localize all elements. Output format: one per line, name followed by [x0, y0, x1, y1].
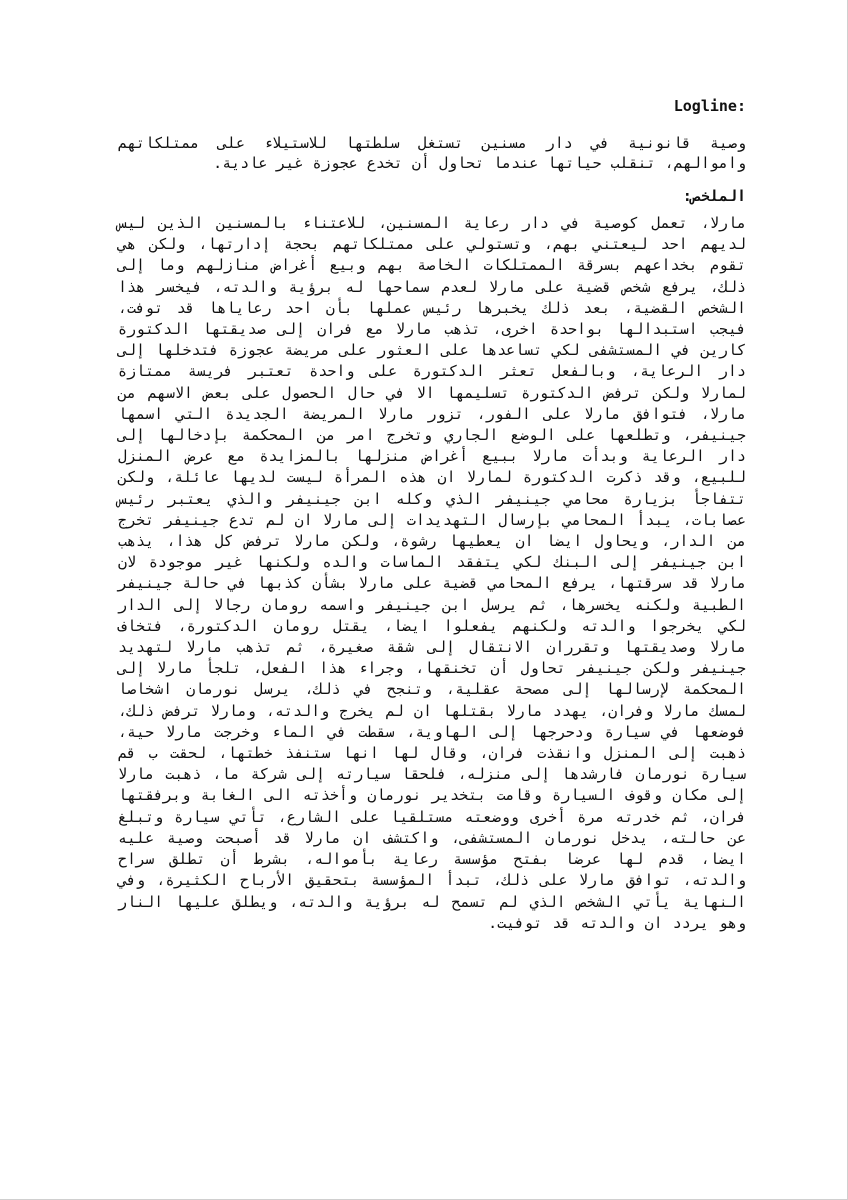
logline-text: وصية قانونية في دار مسنين تستغل سلطتها للاستيلاء على ممتلكاتهم واموالهم، تنقلب حياتها عندما تحاول أن تخدع عجوزة غير عادية.	[118, 134, 746, 172]
logline-heading: Logline:	[673, 97, 746, 115]
document-body	[118, 96, 746, 934]
summary-heading: الملخص:	[682, 187, 746, 205]
summary-text: مارلا، تعمل كوصية في دار رعاية المسنين، للاعتناء بالمسنين الذين ليس لديهم احد ليعتني بهم، وتستولي على ممتلكاتهم بحجة إدارتها، ولكن هي تقوم بخداعهم بسرقة الممتلكات الخاصة بهم وبيع أغراض منازلهم وما إلى ذلك، يرفع شخص قضية على مارلا لعدم سماحها له برؤية والدته، فيخسر هذا الشخص القضية، بعد ذلك يخبرها رئيس عملها بأن احد رعاياها قد توفت، فيجب استبدالها بواحدة اخرى، تذهب مارلا مع فران إلى صديقتها الدكتورة كارين في المستشفى لكي تساعدها على العثور على مريضة عجوزة فتدخلها إلى دار الرعاية، وبالفعل تعثر الدكتورة على واحدة تعتبر فريسة ممتازة لمارلا ولكن ترفض الدكتورة تسليمها الا في حال الحصول على بعض الاسهم من مارلا، فتوافق مارلا على الفور، تزور مارلا المريضة الجديدة التي اسمها جينيفر، وتطلعها على الوضع الجاري وتخرج امر من المحكمة بإدخالها إلى دار الرعاية وبدأت مارلا ببيع أغراض منزلها بالمزايدة مع عرض المنزل للبيع، وقد ذكرت الدكتورة لمارلا ان هذه المرأة ليست لديها عائلة، ولكن تتفاجأ بزيارة محامي جينيفر الذي وكله ابن جينيفر والذي يعتبر رئيس عصابات، يبدأ المحامي بإرسال التهديدات إلى مارلا ان لم تدع جينيفر تخرج من الدار، ويحاول ايضا ان يعطيها رشوة، ولكن مارلا ترفض كل هذا، يذهب ابن جينيفر إلى البنك لكي يتفقد الماسات والده ولكنها غير موجودة لان مارلا قد سرقتها، يرفع المحامي قضية على مارلا بشأن كذبها في حالة جينيفر الطبية ولكنه يخسرها، ثم يرسل ابن جينيفر واسمه رومان رجالا إلى الدار لكي يخرجوا والدته ولكنهم يفعلوا ايضا، يقتل رومان الدكتورة، فتخاف مارلا وصديقتها وتقرران الانتقال إلى شقة صغيرة، ثم تذهب مارلا لتهديد جينيفر ولكن جينيفر تحاول أن تخنقها، وجراء هذا الفعل، تلجأ مارلا إلى المحكمة لإرسالها إلى مصحة عقلية، وتنجح في ذلك، يرسل نورمان اشخاصا لمسك مارلا وفران، يهدد مارلا بقتلها ان لم يخرج والدته، ومارلا ترفض ذلك، فوضعها في سيارة ودحرجها إلى الهاوية، سقطت في الماء وخرجت مارلا حية، ذهبت إلى المنزل وانقذت فران، وقال لها انها ستنفذ خطتها، لحقت ب قم سيارة نورمان فارشدها إلى منزله، فلحقا سيارته إلى شركة ما، ذهبت مارلا إلى مكان وقوف السيارة وقامت بتخدير نورمان وأخذته الى الغابة وبرفقتها فران، ثم خدرته مرة أخرى ووضعته مستلقيا على الشارع، تأتي سيارة وتبلغ عن حالته، يدخل نورمان المستشفى، واكتشف ان مارلا قد أصبحت وصية عليه ايضا، قدم لها عرضا بفتح مؤسسة رعاية بأمواله، بشرط أن تطلق سراح والدته، توافق مارلا على ذلك، تبدأ المؤسسة بتحقيق الأرباح الكثيرة، وفي النهاية يأتي الشخص الذي لم تسمح له برؤية والدته، ويطلق عليها النار وهو يردد ان والدته قد توفيت.	[118, 214, 746, 932]
